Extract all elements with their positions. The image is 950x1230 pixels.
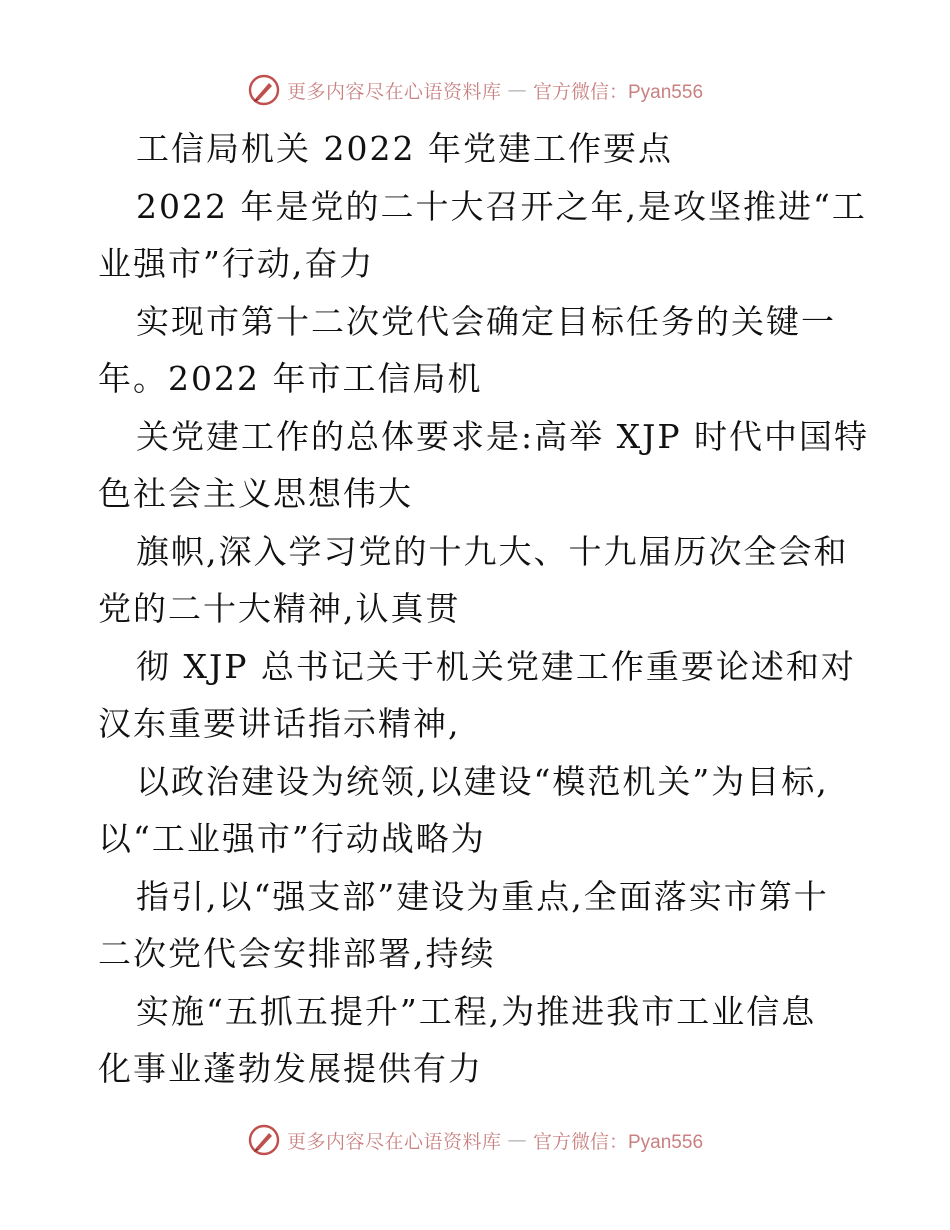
paragraph-line: 实现市第十二次党代会确定目标任务的关键一 bbox=[136, 301, 836, 341]
watermark-separator: — bbox=[507, 1129, 527, 1151]
watermark-contact: 官方微信：Pyan556 bbox=[533, 81, 704, 103]
paragraph-line: 以政治建设为统领,以建设“模范机关”为目标, bbox=[136, 761, 829, 801]
document-body bbox=[98, 120, 870, 1098]
paragraph-line: 彻 XJP 总书记关于机关党建工作重要论述和对 bbox=[136, 646, 856, 686]
watermark-text: 更多内容尽在心语资料库 bbox=[286, 80, 502, 103]
pen-logo-icon bbox=[247, 73, 281, 107]
paragraph-line: 指引,以“强支部”建设为重点,全面落实市第十 bbox=[136, 876, 829, 916]
paragraph-line: 汉东重要讲话指示精神, bbox=[98, 704, 461, 743]
footer-watermark bbox=[0, 1120, 950, 1160]
paragraph-line: 色社会主义思想伟大 bbox=[98, 474, 413, 513]
paragraph-line: 关党建工作的总体要求是:高举 XJP 时代中国特 bbox=[136, 416, 870, 456]
watermark-separator: — bbox=[507, 79, 527, 101]
paragraph-line: 2022 年是党的二十大召开之年,是攻坚推进“工 bbox=[136, 186, 867, 226]
watermark-contact: 官方微信：Pyan556 bbox=[533, 1131, 704, 1153]
pen-logo-icon bbox=[247, 1123, 281, 1157]
paragraph-line: 以“工业强市”行动战略为 bbox=[98, 819, 486, 858]
paragraph-line: 化事业蓬勃发展提供有力 bbox=[98, 1049, 483, 1088]
paragraph-line: 党的二十大精神,认真贯 bbox=[98, 589, 461, 628]
paragraph-line: 业强市”行动,奋力 bbox=[98, 244, 375, 283]
document-title: 工信局机关 2022 年党建工作要点 bbox=[136, 129, 673, 168]
paragraph-line: 旗帜,深入学习党的十九大、十九届历次全会和 bbox=[136, 531, 849, 571]
header-watermark bbox=[0, 70, 950, 110]
watermark-text: 更多内容尽在心语资料库 bbox=[286, 1130, 502, 1153]
paragraph-line: 二次党代会安排部署,持续 bbox=[98, 934, 496, 973]
paragraph-line: 年。2022 年市工信局机 bbox=[98, 359, 483, 398]
paragraph-line: 实施“五抓五提升”工程,为推进我市工业信息 bbox=[136, 991, 817, 1031]
